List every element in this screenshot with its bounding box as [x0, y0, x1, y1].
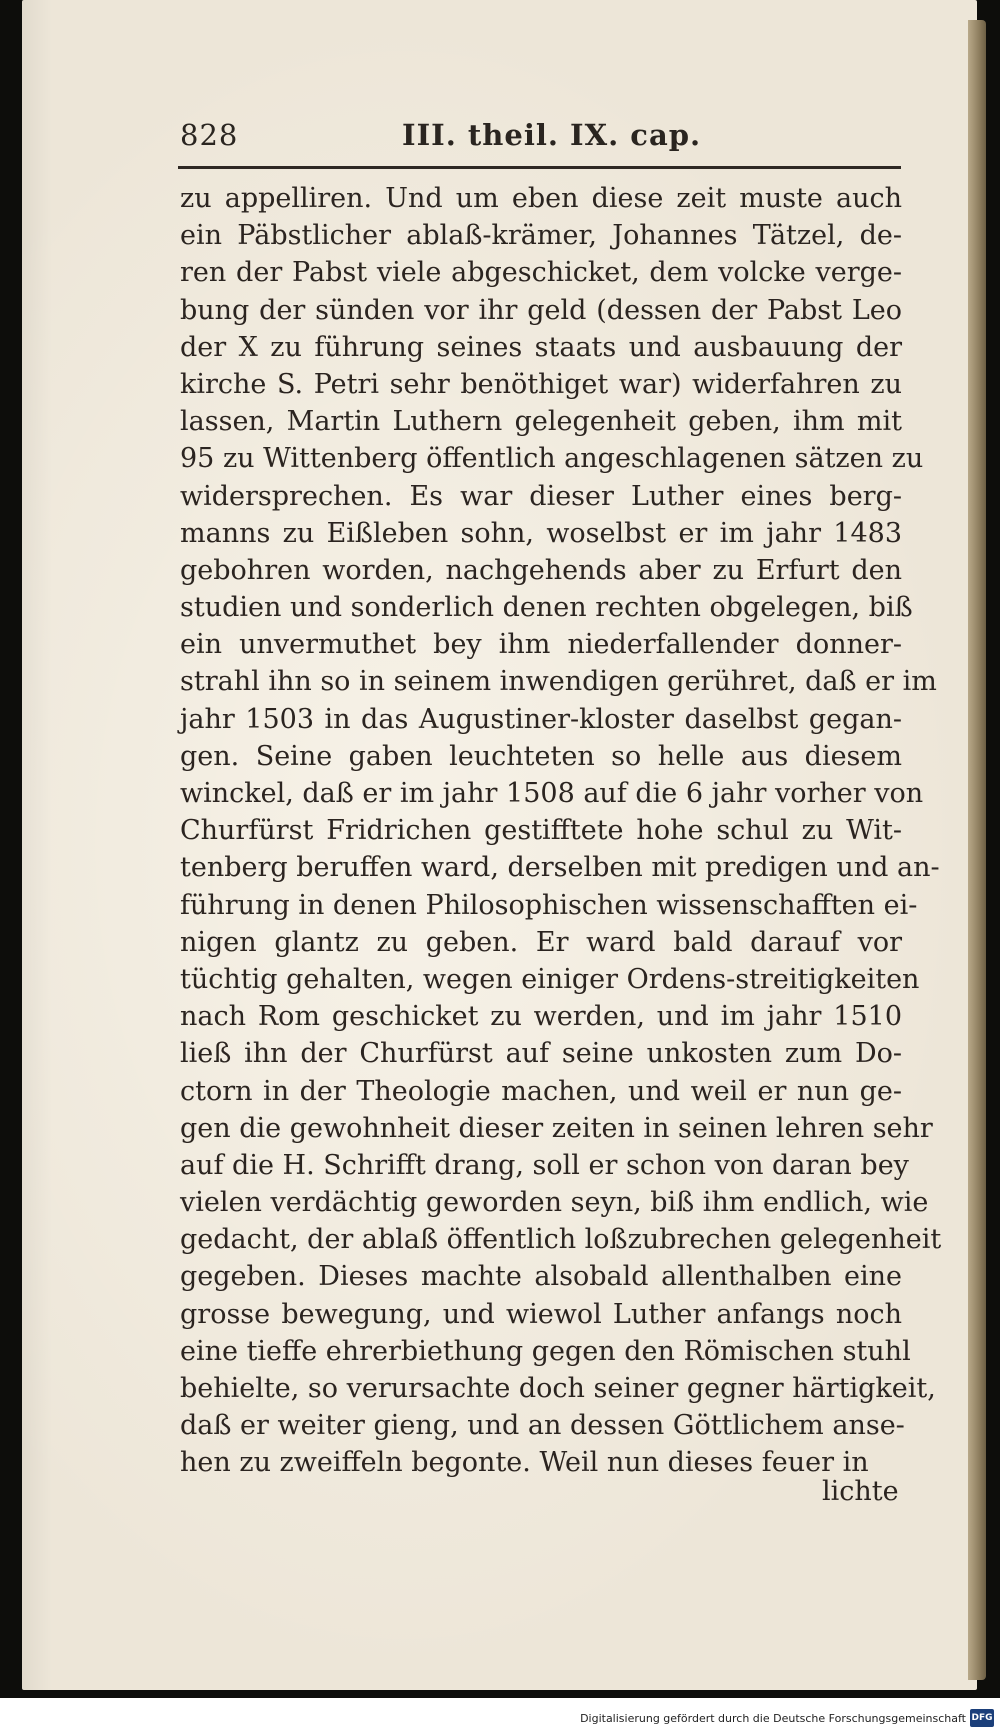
text-line: widersprechen. Es war dieser Luther eines berg-: [180, 480, 902, 512]
running-head: [180, 118, 900, 158]
text-line: lassen, Martin Luthern gelegenheit geben, ihm mit: [180, 406, 902, 438]
text-line: ließ ihn der Churfürst auf seine unkosten zum Do-: [180, 1038, 902, 1070]
page-edge: [968, 20, 986, 1680]
text-line: tenberg beruffen ward, derselben mit predigen und an-: [180, 852, 940, 884]
body-text: [180, 180, 942, 1482]
running-title: III. theil. IX. cap.: [402, 118, 702, 152]
text-line: gegeben. Dieses machte alsobald allenthalben eine: [180, 1261, 902, 1293]
text-line: kirche S. Petri sehr benöthiget war) widerfahren zu: [180, 368, 902, 400]
text-line: zu appelliren. Und um eben diese zeit muste auch: [180, 183, 902, 214]
text-line: gen. Seine gaben leuchteten so helle aus diesem: [180, 740, 902, 772]
text-line: auf die H. Schrifft drang, soll er schon von daran bey: [180, 1149, 909, 1181]
text-line: daß er weiter gieng, und an dessen Göttlichem anse-: [180, 1410, 905, 1442]
text-line: ein Päbstlicher ablaß-krämer, Johannes Tätzel, de-: [180, 220, 902, 252]
text-line: behielte, so verursachte doch seiner gegner härtigkeit,: [180, 1373, 936, 1404]
text-line: gen die gewohnheit dieser zeiten in seinen lehren sehr: [180, 1112, 933, 1144]
page-number: 828: [180, 118, 239, 152]
text-line: Churfürst Fridrichen gestifftete hohe schul zu Wit-: [180, 815, 902, 847]
text-line: nigen glantz zu geben. Er ward bald darauf vor: [180, 926, 902, 958]
text-line: hen zu zweiffeln begonte. Weil nun dieses feuer in: [180, 1447, 869, 1479]
header-rule: [178, 166, 901, 169]
digitization-credit: Digitalisierung gefördert durch die Deutsche Forschungsgemeinschaft: [580, 1712, 966, 1725]
text-line: ren der Pabst viele abgeschicket, dem volcke verge-: [180, 257, 902, 289]
text-line: vielen verdächtig geworden seyn, biß ihm endlich, wie: [180, 1187, 929, 1219]
dfg-logo: DFG: [970, 1709, 994, 1727]
text-line: ctorn in der Theologie machen, und weil er nun ge-: [180, 1075, 902, 1107]
text-line: bung der sünden vor ihr geld (dessen der Pabst Leo: [180, 294, 902, 326]
text-line: grosse bewegung, und wiewol Luther anfangs noch: [180, 1298, 902, 1330]
text-line: winckel, daß er im jahr 1508 auf die 6 jahr vorher von: [180, 778, 924, 809]
text-line: 95 zu Wittenberg öffentlich angeschlagenen sätzen zu: [180, 443, 924, 475]
text-line: jahr 1503 in das Augustiner-kloster daselbst gegan-: [180, 703, 902, 735]
catchword: lichte: [822, 1476, 899, 1507]
text-line: tüchtig gehalten, wegen einiger Ordens-streitigkeiten: [180, 963, 920, 995]
text-line: der X zu führung seines staats und ausbauung der: [180, 331, 902, 363]
text-line: eine tieffe ehrerbiethung gegen den Römischen stuhl: [180, 1335, 911, 1367]
text-line: studien und sonderlich denen rechten obgelegen, biß: [180, 592, 913, 624]
text-line: gebohren worden, nachgehends aber zu Erfurt den: [180, 554, 902, 586]
text-line: strahl ihn so in seinem inwendigen gerühret, daß er im: [180, 666, 937, 698]
text-line: manns zu Eißleben sohn, woselbst er im jahr 1483: [180, 517, 902, 549]
text-line: ein unvermuthet bey ihm niederfallender donner-: [180, 629, 902, 661]
text-line: gedacht, der ablaß öffentlich loßzubrechen gelegenheit: [180, 1224, 942, 1256]
text-line: nach Rom geschicket zu werden, und im jahr 1510: [180, 1001, 902, 1033]
text-line: führung in denen Philosophischen wissenschafften ei-: [180, 889, 918, 921]
